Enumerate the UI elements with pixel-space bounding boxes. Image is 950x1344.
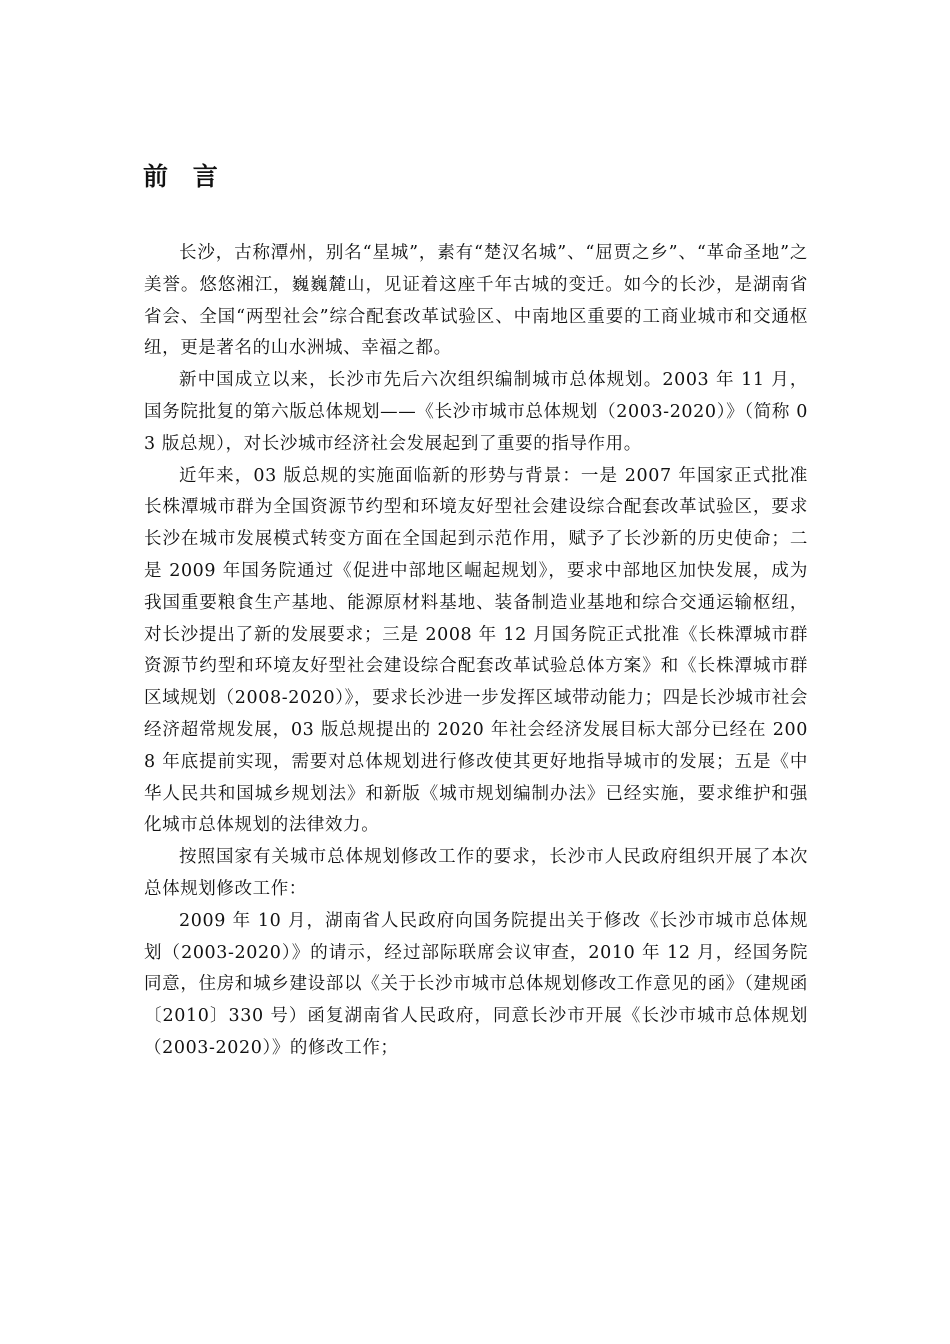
paragraph-background: 近年来，03 版总规的实施面临新的形势与背景：一是 2007 年国家正式批准长株潭城市群为全国资源节约型和环境友好型社会建设综合配套改革试验区，要求长沙在城市发展模式转变方面在全国起到示范作用，赋予了长沙新的历史使命；二是 2009 年国务院通过《促进中部地区崛起规划》，要求中部地区加快发展，成为我国重要粮食生产基地、能源原材料基地、装备制造业基地和综合交通运输枢纽，对长沙提出了新的发展要求；三是 2008 年 12 月国务院正式批准《长株潭城市群资源节约型和环境友好型社会建设综合配套改革试验总体方案》和《长株潭城市群区域规划（2008-2020）》，要求长沙进一步发挥区域带动能力；四是长沙城市社会经济超常规发展，03 版总规提出的 2020 年社会经济发展目标大部分已经在 2008 年底提前实现，需要对总体规划进行修改使其更好地指导城市的发展；五是《中华人民共和国城乡规划法》和新版《城市规划编制办法》已经实施，要求维护和强化城市总体规划的法律效力。 (144, 465, 808, 836)
paragraph-process: 2009 年 10 月，湖南省人民政府向国务院提出关于修改《长沙市城市总体规划（2003-2020）》的请示，经过部际联席会议审查，2010 年 12 月，经国务院同意，住房和城乡建设部以《关于长沙市城市总体规划修改工作意见的函》（建规函〔2010〕330 号）函复湖南省人民政府，同意长沙市开展《长沙市城市总体规划（2003-2020）》的修改工作； (144, 910, 808, 1058)
body-text (144, 238, 808, 1065)
paragraph-requirement: 按照国家有关城市总体规划修改工作的要求，长沙市人民政府组织开展了本次总体规划修改工作： (144, 847, 808, 899)
paragraph-intro: 长沙，古称潭州，别名“星城”，素有“楚汉名城”、“屈贾之乡”、“革命圣地”之美誉。悠悠湘江，巍巍麓山，见证着这座千年古城的变迁。如今的长沙，是湖南省省会、全国“两型社会”综合配套改革试验区、中南地区重要的工商业城市和交通枢纽，更是著名的山水洲城、幸福之都。 (144, 243, 808, 359)
paragraph-history: 新中国成立以来，长沙市先后六次组织编制城市总体规划。2003 年 11 月，国务院批复的第六版总体规划——《长沙市城市总体规划（2003-2020）》（简称 03 版总规），对长沙城市经济社会发展起到了重要的指导作用。 (144, 370, 808, 454)
page-title: 前 言 (143, 162, 226, 191)
